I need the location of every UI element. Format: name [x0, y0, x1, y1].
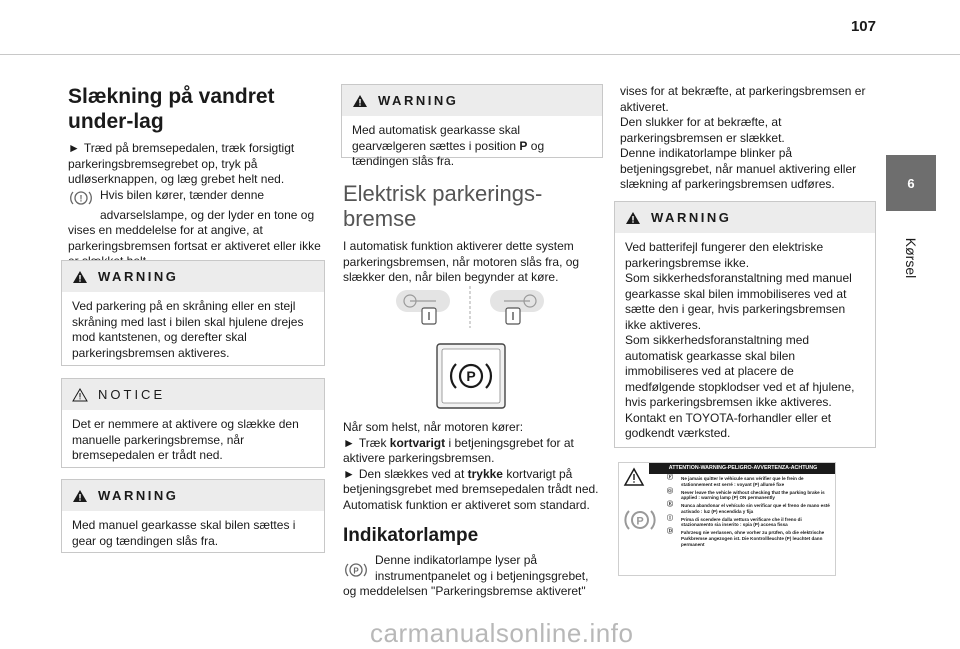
arrow-icon: ► [343, 466, 355, 481]
svg-text:P: P [353, 566, 359, 576]
label-line [667, 503, 833, 514]
label-line [667, 517, 833, 528]
warning-header [615, 202, 875, 233]
warning-box-slope [61, 260, 325, 366]
label-line-text: Fahrzeug nie verlassen, ohne vorher zu prüfen, ob die elektrische Parkbremse angezogen ist. Die Kontrollleuchte (P) leuchtet dann permanent [681, 530, 825, 547]
electric-intro: I automatisk funktion aktiverer dette system parkeringsbremsen, når motoren slås fra, og slækker den, når bilen begynder at køre. [343, 239, 580, 284]
warning-label-sticker [618, 462, 836, 576]
left-column [68, 84, 328, 270]
warning-triangle-icon [625, 211, 641, 225]
flag-fr-icon: Ⓕ [667, 475, 674, 481]
flag-gb-icon: Ⓖ [667, 488, 674, 495]
warning-title: WARNING [378, 93, 459, 108]
warning-header [62, 261, 324, 292]
middle-column-lower [343, 420, 605, 600]
warning-title: WARNING [651, 210, 732, 225]
page-number: 107 [850, 18, 876, 35]
arrow-icon: ► [68, 141, 80, 155]
release-step-pre: Den slækkes ved at [358, 466, 468, 481]
warning-body-post: og tændingen slås fra. [352, 138, 545, 168]
parking-brake-switch-icon [436, 343, 506, 409]
activate-step [343, 436, 605, 467]
label-line-text: Prima di scendere dalla vettura verificare che il freno di stazionamento sia inserito : spia (P) accesa fissa [681, 516, 802, 528]
notice-triangle-icon [72, 388, 88, 402]
arrow-icon: ► [343, 435, 355, 450]
release-step-text: Træd på bremsepedalen, træk forsigtigt parkeringsbremsegrebet op, tryk på udløserknappen, og læg grebet helt ned. [68, 141, 295, 186]
right-column-continuation: vises for at bekræfte, at parkeringsbremsen er aktiveret. Den slukker for at bekræfte, at parkeringsbremsen er slækket. Denne indikatorlampe blinker på betjeningsgrebet, når manuel aktivering eller slækning af parkeringsbremsen udføres. [620, 84, 866, 191]
flag-de-icon: Ⓓ [667, 529, 674, 536]
warning-header [62, 480, 324, 511]
label-line [667, 476, 833, 487]
notice-header [62, 379, 324, 410]
heading-horizontal-release: Slækning på vandret under-lag [68, 85, 275, 133]
label-line-text: Ne jamais quitter le véhicule sans vérifier que le frein de stationnement est serré : voyant (P) allumé fixe [681, 476, 804, 487]
heading-electric-parking-brake: Elektrisk parkerings-bremse [343, 181, 543, 231]
indicator-rest: og meddelelsen "Parkeringsbremse aktiveret" [343, 584, 586, 598]
indicator-line1: Denne indikatorlampe lyser på [375, 553, 538, 567]
notice-box [61, 378, 325, 468]
warning-triangle-icon [352, 94, 368, 108]
warning-triangle-icon [72, 489, 88, 503]
chapter-title: Kørsel [903, 237, 919, 279]
chapter-number: 6 [907, 175, 915, 191]
chapter-side-label [876, 228, 946, 288]
activate-step-post: i betjeningsgrebet for at aktivere parkeringsbremsen. [343, 435, 574, 465]
notice-title: NOTICE [98, 387, 166, 402]
label-header: ATTENTION-WARNING-PELIGRO-AVVERTENZA-ACHTUNG [649, 463, 836, 474]
label-line [667, 490, 833, 501]
warning-body [342, 116, 602, 176]
warning-lamp-paragraph [68, 188, 328, 270]
release-step-post: kortvarigt på betjeningsgrebet med bremsepedalen trådt ned. [343, 466, 599, 496]
svg-text:!: ! [79, 193, 83, 203]
label-line-text: Never leave the vehicle without checking that the parking brake is applied : warning lamp (P) ON permanently [681, 489, 825, 501]
warning-box-automatic [341, 84, 603, 168]
brake-warning-lamp-icon [68, 188, 94, 208]
warning-title: WARNING [98, 269, 179, 284]
release-step [68, 141, 328, 188]
warning-box-manual [61, 479, 325, 553]
svg-text:P: P [636, 515, 644, 528]
notice-body: Det er nemmere at aktivere og slække den manuelle parkeringsbremse, når bremsepedalen er trådt ned. [72, 417, 299, 462]
watermark: carmanualsonline.info [370, 618, 634, 648]
label-parking-brake-icon [623, 505, 657, 535]
flag-it-icon: Ⓘ [667, 515, 674, 522]
svg-text:P: P [466, 368, 476, 384]
warning-triangle-icon [72, 270, 88, 284]
while-running-text: Når som helst, når motoren kører: [343, 420, 524, 434]
warning-body: Ved batterifejl fungerer den elektriske parkeringsbremse ikke. Som sikkerhedsforanstaltning med manuel gearkasse skal bilen immobiliseres ved at sætte den i gear, hvis parkeringsbremsen ikke aktiveres. Som sikkerhedsforanstaltning med automatisk gearkasse skal bilen immobiliseres ved at placere de medfølgende stopklodser ved et af hjulene, hvis parkeringsbremsen ikke aktiveres. Kontakt en TOYOTA-forhandler eller et godkendt værksted. [625, 240, 855, 440]
release-step-bold: trykke [467, 466, 503, 481]
heading-indicator: Indikatorlampe [343, 525, 479, 546]
header-rule [0, 54, 960, 55]
warning-lamp-rest-text: advarselslampe, og der lyder en tone og vises en meddelelse for at angive, at parkeringsbremsen fortsat er aktiveret eller ikke [68, 207, 321, 253]
warning-title: WARNING [98, 488, 179, 503]
chapter-tab[interactable] [886, 155, 936, 211]
flag-es-icon: Ⓔ [667, 502, 674, 509]
parking-brake-lever-illustration [390, 284, 550, 330]
indicator-line2: instrumentpanelet og i betjeningsgrebet, [375, 568, 589, 583]
activate-step-pre: Træk [358, 435, 390, 450]
warning-body: Ved parkering på en skråning eller en stejl skråning med last i bilen skal hjulene drejes mod kantstenen, og derefter skal parkeringsbremsen aktiveres. [72, 299, 304, 360]
warning-body-pre: Med automatisk gearkasse skal gearvælgeren sættes i position [352, 123, 521, 153]
parking-brake-indicator-icon [343, 553, 369, 583]
label-line-text: Nunca abandonar el vehículo sin verificar que el freno de mano esté activado : luz (P) encendida y fija [681, 503, 830, 514]
middle-column [343, 181, 605, 286]
label-line [667, 530, 833, 547]
auto-note: Automatisk funktion er aktiveret som standard. [343, 497, 590, 512]
warning-box-battery [614, 201, 876, 448]
release-electric-step [343, 467, 605, 498]
warning-body: Med manuel gearkasse skal bilen sættes i gear og tændingen slås fra. [72, 518, 296, 548]
activate-step-bold: kortvarigt [389, 435, 446, 450]
label-lines [667, 476, 833, 547]
warning-lamp-text-line1: Hvis bilen kører, tænder denne [100, 187, 265, 202]
warning-body-bold: P [519, 138, 528, 153]
label-warning-triangle-icon [623, 467, 645, 487]
warning-header [342, 85, 602, 116]
indicator-paragraph [343, 553, 605, 600]
